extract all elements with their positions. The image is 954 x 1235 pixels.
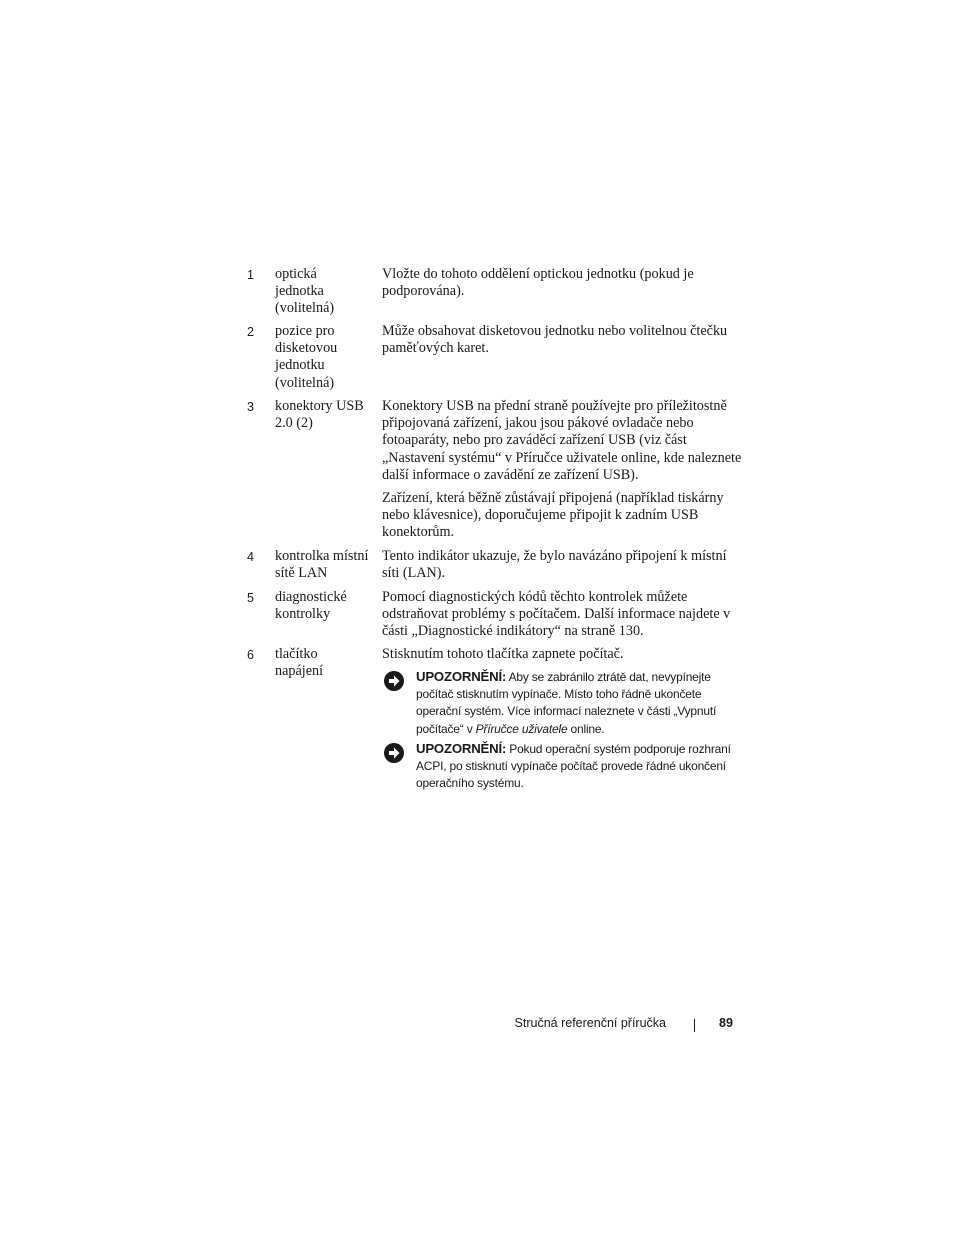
item-number: 6: [247, 648, 254, 662]
item-description: [382, 323, 744, 363]
footer-title: Stručná referenční příručka: [514, 1016, 666, 1030]
notice-arrow-icon: [383, 670, 405, 692]
description-paragraph: Tento indikátor ukazuje, že bylo navázáno připojení k místní síti (LAN).: [382, 548, 727, 582]
description-paragraph: Stisknutím tohoto tlačítka zapnete počítač.: [382, 646, 624, 662]
description-paragraph: Konektory USB na přední straně používejte pro příležitostně připojovaná zařízení, jakou jsou pákové ovladače nebo fotoaparáty, nebo pro zaváděcí zařízení USB (viz část „Nastavení systému“ v Příručce uživatele online, kde naleznete další informace o zavádění ze zařízení USB).: [382, 398, 742, 483]
item-description: [382, 398, 744, 548]
notice-label: UPOZORNĚNÍ:: [416, 669, 507, 684]
item-label: pozice pro disketovou jednotku (volitelná): [275, 323, 338, 391]
item-label: konektory USB 2.0 (2): [275, 398, 364, 432]
notice-italic: Příručce uživatele: [475, 721, 568, 736]
description-paragraph: Může obsahovat disketovou jednotku nebo volitelnou čtečku paměťových karet.: [382, 323, 728, 357]
footer-separator: [694, 1019, 695, 1032]
notice-text: [416, 740, 746, 793]
notice-arrow-icon: [383, 742, 405, 764]
item-number: 3: [247, 400, 254, 414]
notice-text: [416, 668, 746, 738]
item-number: 1: [247, 268, 254, 282]
item-description: [382, 589, 744, 647]
item-number: 2: [247, 325, 254, 339]
item-label: tlačítko napájení: [275, 646, 324, 680]
notice-label: UPOZORNĚNÍ:: [416, 741, 507, 756]
description-paragraph: Vložte do tohoto oddělení optickou jednotku (pokud je podporována).: [382, 266, 694, 300]
item-label: kontrolka místní sítě LAN: [275, 548, 369, 582]
item-label: diagnostické kontrolky: [275, 589, 347, 623]
description-paragraph: Pomocí diagnostických kódů těchto kontrolek můžete odstraňovat problémy s počítačem. Další informace najdete v části „Diagnostické indikátory“ na straně 130.: [382, 589, 731, 640]
description-paragraph: Zařízení, která běžně zůstávají připojená (například tiskárny nebo klávesnice), doporučujeme připojit k zadním USB konektorům.: [382, 490, 724, 541]
notice-body: Pokud operační systém podporuje rozhraní ACPI, po stisknutí vypínače počítač provede řádné ukončení operačního systému.: [416, 742, 731, 791]
item-description: [382, 266, 744, 306]
notice-body: Aby se zabránilo ztrátě dat, nevypínejte počítač stisknutím vypínače. Místo toho řádně ukončete operační systém. Více informací naleznete v části „Vypnutí počítače“ v: [416, 670, 717, 736]
item-label: optická jednotka (volitelná): [275, 266, 335, 317]
notice-body-end: online.: [567, 721, 605, 736]
page-footer: [0, 1014, 954, 1034]
item-number: 4: [247, 550, 254, 564]
item-number: 5: [247, 591, 254, 605]
item-description: [382, 548, 744, 588]
item-description: [382, 646, 744, 669]
page-number: 89: [719, 1016, 733, 1030]
